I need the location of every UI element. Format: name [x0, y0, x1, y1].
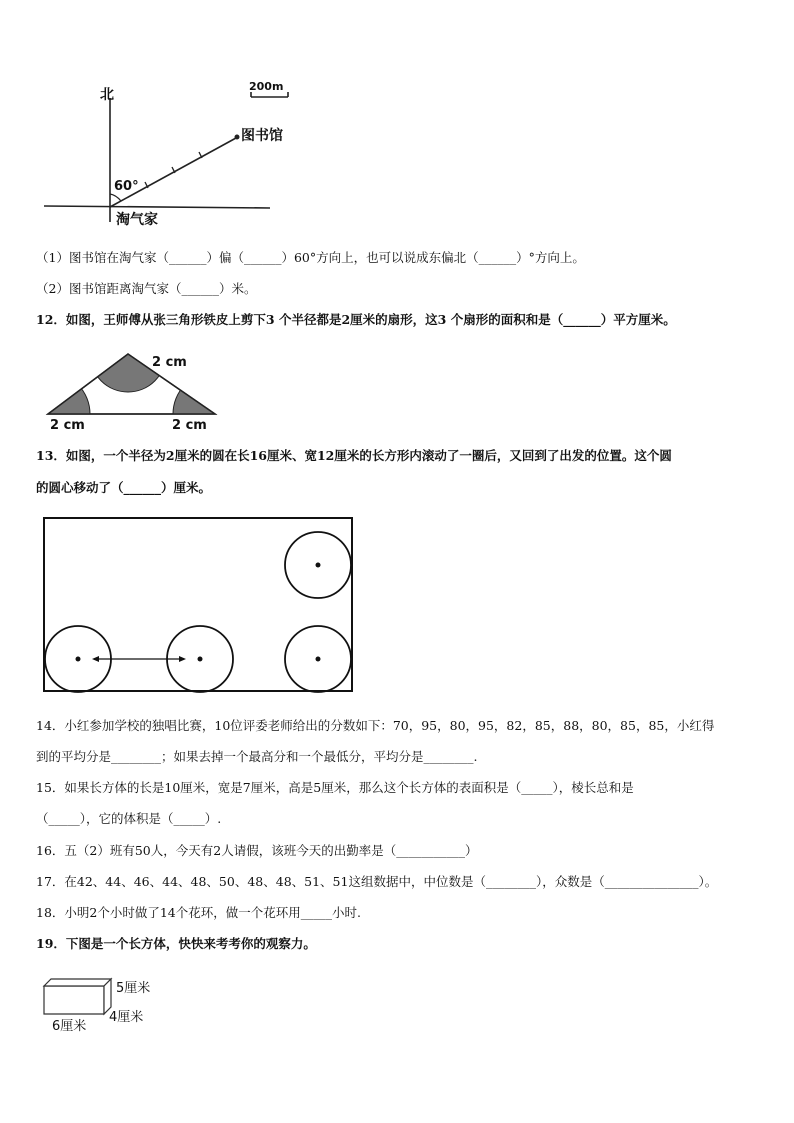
q19-question: 19．下图是一个长方体，快快来考考你的观察力。: [36, 936, 316, 951]
east-west-axis: [44, 206, 270, 208]
q15-line1: 15．如果长方体的长是10厘米，宽是7厘米，高是5厘米，那么这个长方体的表面积是（_____），棱长总和是: [36, 780, 634, 795]
label-top: 2 cm: [152, 355, 187, 370]
label-left: 2 cm: [50, 418, 85, 433]
circle-center: [198, 657, 203, 662]
q15-line2: （_____），它的体积是（_____）.: [36, 811, 222, 826]
q18-question: 18．小明2个小时做了14个花环，做一个花环用_____小时.: [36, 905, 361, 920]
circle-center: [316, 563, 321, 568]
cuboid-figure: [38, 972, 168, 1042]
q11-part2: （2）图书馆距离淘气家（______）米。: [36, 281, 257, 296]
q11-part1: （1）图书馆在淘气家（______）偏（______）60°方向上，也可以说成东偏北（______）°方向上。: [36, 250, 585, 265]
rectangle: [44, 518, 352, 691]
cuboid-side: [104, 979, 111, 1014]
label-right: 2 cm: [172, 418, 207, 433]
angle-arc: [110, 194, 121, 201]
q13-line1: 13．如图，一个半径为2厘米的圆在长16厘米、宽12厘米的长方形内滚动了一圈后，又回到了出发的位置。这个圆: [36, 448, 672, 463]
circle-center: [316, 657, 321, 662]
q12-question: 12．如图，王师傅从张三角形铁皮上剪下3 个半径都是2厘米的扇形，这3 个扇形的面积和是（______）平方厘米。: [36, 312, 676, 327]
north-label: 北: [100, 87, 114, 103]
q14-line2: 到的平均分是________；如果去掉一个最高分和一个最低分，平均分是________.: [36, 749, 478, 764]
direction-line: [110, 138, 236, 207]
cuboid-top: [44, 979, 111, 986]
rolling-circle-figure: [42, 516, 356, 696]
triangle-sector-figure: [40, 346, 230, 436]
q16-question: 16．五（2）班有50人，今天有2人请假，该班今天的出勤率是（___________）: [36, 843, 478, 858]
circle-center: [76, 657, 81, 662]
label-height: 5厘米: [116, 981, 151, 996]
q14-line1: 14．小红参加学校的独唱比赛，10位评委老师给出的分数如下：70，95，80，95，82，85，88，80，85，85，小红得: [36, 718, 715, 733]
library-point: [235, 135, 240, 140]
label-width: 4厘米: [109, 1010, 144, 1025]
home-label: 淘气家: [116, 212, 158, 228]
q17-question: 17．在42、44、46、44、48、50、48、48、51、51这组数据中，中位数是（________），众数是（_______________）。: [36, 874, 718, 889]
direction-map-figure: [36, 78, 306, 228]
cuboid-front: [44, 986, 104, 1014]
angle-label: 60°: [114, 179, 139, 194]
label-length: 6厘米: [52, 1019, 87, 1034]
scale-label: 200m: [249, 80, 284, 93]
q13-line2: 的圆心移动了（______）厘米。: [36, 480, 212, 495]
library-label: 图书馆: [241, 128, 283, 144]
